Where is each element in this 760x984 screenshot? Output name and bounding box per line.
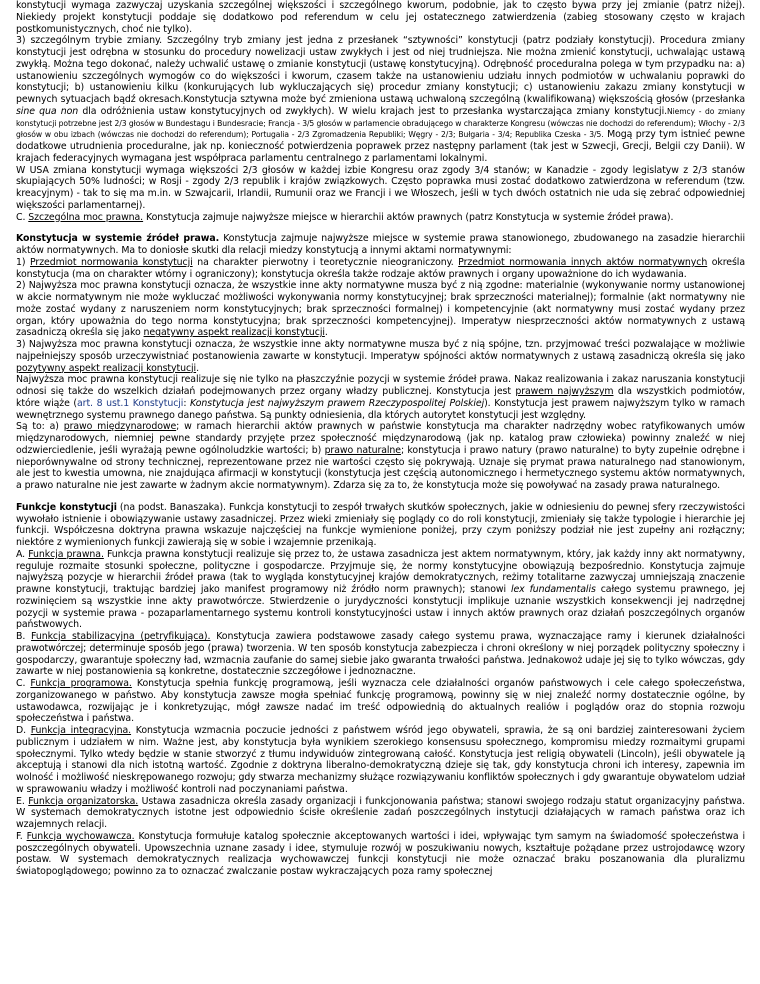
text-run: dla odróżnienia ustaw konstytucyjnych od zwykłych). W wielu krajach jest to przesłanka wystarczająca zmiany konstytucji. xyxy=(78,105,667,117)
text-run: określa konstytucja (ma on charakter wtórny i ograniczony); konstytucja określa także rodzaje aktów prawnych i organy upoważnione do ich wydawania. xyxy=(16,256,745,280)
paragraph xyxy=(16,233,745,257)
underlined-term: prawem najwyższym xyxy=(515,386,614,397)
paragraph xyxy=(16,725,745,796)
underlined-term: Funkcja programowa. xyxy=(30,678,132,689)
text-run: A. xyxy=(16,548,29,560)
underlined-term: prawo naturalne xyxy=(324,444,401,456)
text-run: Konstytucja spełnia funkcję programową, jeśli wyznacza cele działalności organów państwowych i cele całego społeczeństwa, zorganizowanego w państwo. Aby konstytucja zawsze mogła spełniać funkcję programową, powinny się w niej znaleźć normy dostatecznie ogólne, by ustawodawca, rozwijając je i konkretyzując, mógł zawsze nadać im treść odpowiednią do aktualnych realiów i poglądów oraz do stopnia rozwoju społeczeństwa i państwa. xyxy=(16,678,745,725)
text-run: 3) Najwyższa moc prawna konstytucji oznacza, że wszystkie inne akty normatywne musza być z nią spójne, tzn. przyjmować treści pozwalające w możliwie najpełniejszy sposób urzeczywistniać postanowienia zawarte w konstytucji. Imperatyw spójności aktów normatywnych z ustawą zasadniczą określa się jako xyxy=(16,339,745,362)
text-run: Ustawa zasadnicza określa zasady organizacji i funkcjonowania państwa; stanowi swojego rodzaju statut organizacyjny państwa. W systemach demokratycznych istotne jest odpowiednio ścisłe określenie zadań poszczególnych instytucji działających w ramach państwa oraz ich wzajemnych relacji. xyxy=(16,795,745,830)
paragraph xyxy=(16,421,745,492)
paragraph xyxy=(16,35,745,164)
underlined-term: Funkcja stabilizacyjna (petryfikująca). xyxy=(31,631,211,642)
underlined-term: pozytywny aspekt realizacji konstytucji xyxy=(16,362,197,374)
text-run: D. xyxy=(16,725,31,736)
underlined-term: Przedmiot normowania konstytucji xyxy=(30,256,193,268)
paragraph xyxy=(16,257,745,281)
text-run: konstytucji wymaga zazwyczaj uzyskania szczególnej większości i szczególnego kworum, podobnie, jak to często bywa przy jej zmianie (patrz niżej). Niekiedy projekt konstytucji poddaje się dodatkowo pod referendum w celu jej ostatecznego zatwierdzenia (zabieg stosowany często w krajach postkomunistycznych, choć nie tylko). xyxy=(16,0,745,35)
paragraph xyxy=(16,502,745,549)
paragraph xyxy=(16,631,745,678)
underlined-term: prawo międzynarodowe xyxy=(63,421,177,433)
underlined-term: Szczególna moc prawna. xyxy=(28,211,144,223)
text-run: Konstytucja zajmuje najwyższe miejsce w hierarchii aktów prawnych (patrz Konstytucja w systemie źródeł prawa). xyxy=(143,211,674,223)
text-run: Mogą przy tym istnieć pewne dodatkowe utrudnienia proceduralne, jak np. konieczność potwierdzenia poprawek przez następny parlament (tak jest w Szwecji, Grecji, Belgii czy Danii). W krajach federacyjnych wymagana jest współpraca parlamentu centralnego z parlamentami lokalnymi. xyxy=(16,129,745,164)
text-run: C. xyxy=(16,211,29,223)
text-run: . xyxy=(196,362,199,374)
text-run: ). Konstytucja jest prawem najwyższym tylko w ramach wewnętrznego systemu prawnego danego państwa. Są punkty odniesienia, dla których autorytet konstytucji jest względny. xyxy=(16,397,745,421)
paragraph xyxy=(16,796,745,831)
section-heading: Konstytucja w systemie źródeł prawa. xyxy=(16,233,220,245)
text-run: F. xyxy=(16,830,27,842)
italic-term: sine qua non xyxy=(16,105,79,117)
text-run: ; konstytucja i prawo natury (prawo naturalne) to byty zupełnie odrębne i nieporównywalne od strony technicznej, reprezentowane przez nie wartości często się pokrywają. Uznaje się prymat prawa naturalnego nad stanowionym, ale jest to kwestia umowna, nie znajdująca afirmacji w konstytucji (konstytucja jest częścią autonomicznego i hermetycznego systemu aktów normatywnych, a prawo naturalne nie jest zawarte w żadnym akcie normatywnym). Zdarza się za to, że konstytucja może się powoływać na zasady prawa naturalnego. xyxy=(16,444,746,491)
law-reference: art. 8 ust.1 Konstytucji xyxy=(77,397,184,409)
paragraph xyxy=(16,280,745,339)
underlined-term: Funkcja integracyjna. xyxy=(30,725,132,736)
text-run: 2) Najwyższa moc prawna konstytucji oznacza, że wszystkie inne akty normatywne musza być z nią zgodne: materialnie (wykonywanie normy ustanowionej w akcie normatywnym nie może wykluczać możliwości wykonywania normy konstytucyjnej; brak sprzeczności materialnej); formalnie (akt normatywny nie może zostać wydany z naruszeniem norm konstytucyjnych; brak sprzeczności formalnej) i kompetencyjnie (akt normatywny musi zostać wydany przez organ, który upoważnia do tego norma konstytucyjna; brak sprzeczności kompetencyjnej). Imperatyw niesprzeczności aktów normatywnych z ustawą zasadniczą określa się jako xyxy=(16,280,745,339)
paragraph xyxy=(16,374,745,421)
paragraph xyxy=(16,831,745,878)
underlined-term: Funkcja organizatorska. xyxy=(28,795,139,807)
text-run: Konstytucja wzmacnia poczucie jedności z państwem wśród jego obywateli, sprawia, że są oni bardziej zainteresowani życiem publicznym i udziałem w nim. Ważne jest, aby konstytucja była wynikiem szerokiego konsensusu społecznego, kompromisu miedzy rozmaitymi grupami społecznymi. Tylko wtedy będzie w stanie stworzyć z tłumu indywiduów zintegrowaną całość. Konstytucja jest religią obywateli (Lincoln), jeśli obywatele ją akceptują i stanowi dla nich istotną wartość. Zgodnie z doktryna liberalno-demokratyczną dzieje się tak, gdy konstytucja chroni ich interesy, zapewnia im wolność i możliwość nieskrępowanego rozwoju; gdy stwarza mechanizmy służące rozwiązywaniu konfliktów społecznych i gdy gwarantuje obywatelom udział w sprawowaniu władzy i możliwość kontroli nad poczynaniami państwa. xyxy=(16,725,745,795)
text-run: Funkcja prawna konstytucji realizuje się przez to, że ustawa zasadnicza jest aktem normatywnym, który, jak każdy inny akt normatywny, reguluje rozmaite stosunki społeczne, polityczne i gospodarcze. Przyjmuje się, że normy konstytucyjne obowiązują bezpośrednio. Konstytucja zajmuje najwyższą pozycje w hierarchii źródeł prawa (tak to wygląda konstytucyjnej krajów demokratycznych, reżimy totalitarne zazwyczaj umniejszają znaczenie prawne konstytucji, traktując bardziej jako manifest programowy niż źródło norm prawnych); stanowi xyxy=(16,548,746,595)
underlined-term: Funkcja wychowawcza. xyxy=(26,830,135,842)
small-print-note: Niemcy - do zmiany konstytucji potrzebne jest 2/3 głosów w Bundestagu i Bundesracie; Francja - 3/5 głosów w parlamencie obradującego w charakterze Kongresu (wówczas nie dochodzi do referendum); Włochy - 2/3 głosów w obu izbach (wówczas nie dochodzi do referendum); Portugalia - 2/3 Zgromadzenia Republiki; Węgry - 2/3; Bułgaria - 3/4; Republika Czeska - 3/5. xyxy=(16,106,745,140)
text-run: ; w ramach hierarchii aktów prawnych w państwie konstytucja ma charakter nadrzędny wobec ratyfikowanych umów międzynarodowych, niemniej pewne standardy przyjęte przez społeczność międzynarodową (jak np. katalog praw człowieka) powinny znaleźć w niej odzwierciedlenie, jeśli wyrażają pewne ogólnoludzkie wartości; b) xyxy=(16,421,745,456)
paragraph-gap xyxy=(16,223,745,233)
paragraph xyxy=(16,339,745,374)
text-run: (na podst. Banaszaka). Funkcja konstytucji to zespół trwałych skutków społecznych, jakie w odniesieniu do pewnej sfery rzeczywistości wywołało istnienie i obowiązywanie ustawy zasadniczej. Przez wieki zmieniały się poglądy co do roli konstytucji, zmieniały się także typologie i hierarchie jej funkcji. Współczesna doktryna prawna wskazuje najczęściej na funkcje wymienione poniżej, przy czym poniższy podział nie jest zupełny ani rozłączny; niektóre z wymienionych funkcji zawierają się w sobie i wzajemnie przenikają. xyxy=(16,501,745,548)
text-run: 1) xyxy=(16,256,31,268)
text-run: Są to: a) xyxy=(16,421,64,433)
text-run: : xyxy=(183,397,191,409)
text-run: na charakter pierwotny i teoretycznie nieograniczony. xyxy=(192,256,459,268)
italic-term: lex fundamentalis xyxy=(510,584,596,595)
text-run: . xyxy=(324,327,328,339)
text-run: E. xyxy=(16,795,29,807)
text-run: dla wszystkich podmiotów, które wiąże ( xyxy=(16,386,746,409)
underlined-term: Przedmiot normowania innych aktów normatywnych xyxy=(458,256,708,268)
section-heading: Funkcje konstytucji xyxy=(16,501,117,513)
text-run: Konstytucja zajmuje najwyższe miejsce w systemie prawa stanowionego, zbudowanego na zasadzie hierarchii aktów normatywnych. Ma to doniosłe skutki dla relacji miedzy konstytucją a innymi aktami normatywnymi: xyxy=(16,233,745,256)
text-run: Konstytucja formułuje katalog społecznie akceptowanych wartości i idei, wpływając tym samym na świadomość społeczeństwa i poszczególnych obywateli. Upowszechnia uznane zasady i idee, stymuluje rozwój w poszukiwaniu nowych, kształtuje pożądane przez ustrojodawcę wzory postaw. W systemach demokratycznych realizacja wychowawczej funkcji konstytucji nie może oznaczać braku poszanowania dla pluralizmu światopoglądowego; powinno za to oznaczać zwalczanie postaw wykraczających poza ramy społecznej xyxy=(16,830,745,877)
paragraph xyxy=(16,212,745,224)
paragraph xyxy=(16,549,745,631)
text-run: W USA zmiana konstytucji wymaga większości 2/3 głosów w każdej izbie Kongresu oraz zgody 3/4 stanów; w Kanadzie - zgody legislatyw z 2/3 stanów skupiających 50% ludności; w Rosji - zgody 2/3 republik i krajów związkowych. Często poprawka musi zostać dodatkowo zatwierdzona w referendum (tzw. kreacyjnym) - tak to się ma m.in. w Szwajcarii, Irlandii, Rumunii oraz we Francji i we Włoszech, jeśli w tych dwóch ostatnich nie uda się zebrać odpowiedniej większości parlamentarnej). xyxy=(16,164,745,211)
text-run: całego systemu prawnego, jej rozwinięciem są wszystkie inne akty prawotwórcze. Stwierdzenie o jurydyczności konstytucji implikuje uznanie wszystkich konsekwencji jej nadrzędnej pozycji w systemie prawa - pozaparlamentarnego systemu kontroli konstytucyjności ustaw i innych aktów prawnych oraz działań poszczególnych organów państwowych. xyxy=(16,584,745,631)
paragraph xyxy=(16,678,745,725)
underlined-term: Funkcja prawna. xyxy=(28,548,104,560)
paragraph-gap xyxy=(16,492,745,502)
text-run: B. xyxy=(16,631,32,642)
underlined-term: negatywny aspekt realizacji konstytucji xyxy=(143,327,325,339)
text-run: 3) szczególnym trybie zmiany. Szczególny tryb zmiany jest jedna z przesłanek “sztywności” konstytucji (patrz podziały konstytucji). Procedura zmiany konstytucji jest odrębna w stosunku do procedury nowelizacji ustaw zwykłych i jest od niej trudniejsza. Nie można zmienić konstytucji, uchwalając ustawą zwykłą. Można tego dokonać, należy uchwalić ustawę o zmianie konstytucji (ustawę konstytucyjną). Odrębność proceduralna polega w tym przypadku na: a) ustanowieniu szczególnych wymogów co do większości i kworum, czasem także na ustanowieniu udziału innych podmiotów w uchwalaniu poprawki do konstytucji; b) ustanowieniu kilku (konkurujących lub wykluczających się) procedur zmiany konstytucji; c) ustanowieniu zakazu zmiany konstytucji w pewnych sytuacjach bądź okresach.Konstytucja sztywna może być zmieniona ustawą uchwaloną szczególną (kwalifikowaną) większością głosów (przesłanka xyxy=(16,35,745,105)
paragraph xyxy=(16,0,745,35)
text-run: C. xyxy=(16,678,31,689)
italic-term: Konstytucja jest najwyższym prawem Rzeczypospolitej Polskiej xyxy=(190,397,485,409)
paragraph xyxy=(16,165,745,212)
text-run: Konstytucja zawiera podstawowe zasady całego systemu prawa, wyznaczające ramy i kierunek działalności prawotwórczej; determinuje sposób jego (prawa) tworzenia. W ten sposób konstytucja zabezpiecza i chroni określony w niej porządek polityczny społeczny i gospodarczy, gwarantuje społeczny ład, wzmacnia zaufanie do samej siebie jako gwaranta trwałości państwa. Jednakowoż udaje jej się to tylko wówczas, gdy zawarte w niej postanowienia są konkretne, dostatecznie szczegółowe i jednoznaczne. xyxy=(16,631,745,678)
text-run: Najwyższa moc prawna konstytucji realizuje się nie tylko na płaszczyźnie pozycji w systemie źródeł prawa. Nakaz realizowania i zakaz naruszania konstytucji odnosi się także do wszelkich działań podejmowanych przez organy władzy publicznej. Konstytucja jest xyxy=(16,374,745,397)
